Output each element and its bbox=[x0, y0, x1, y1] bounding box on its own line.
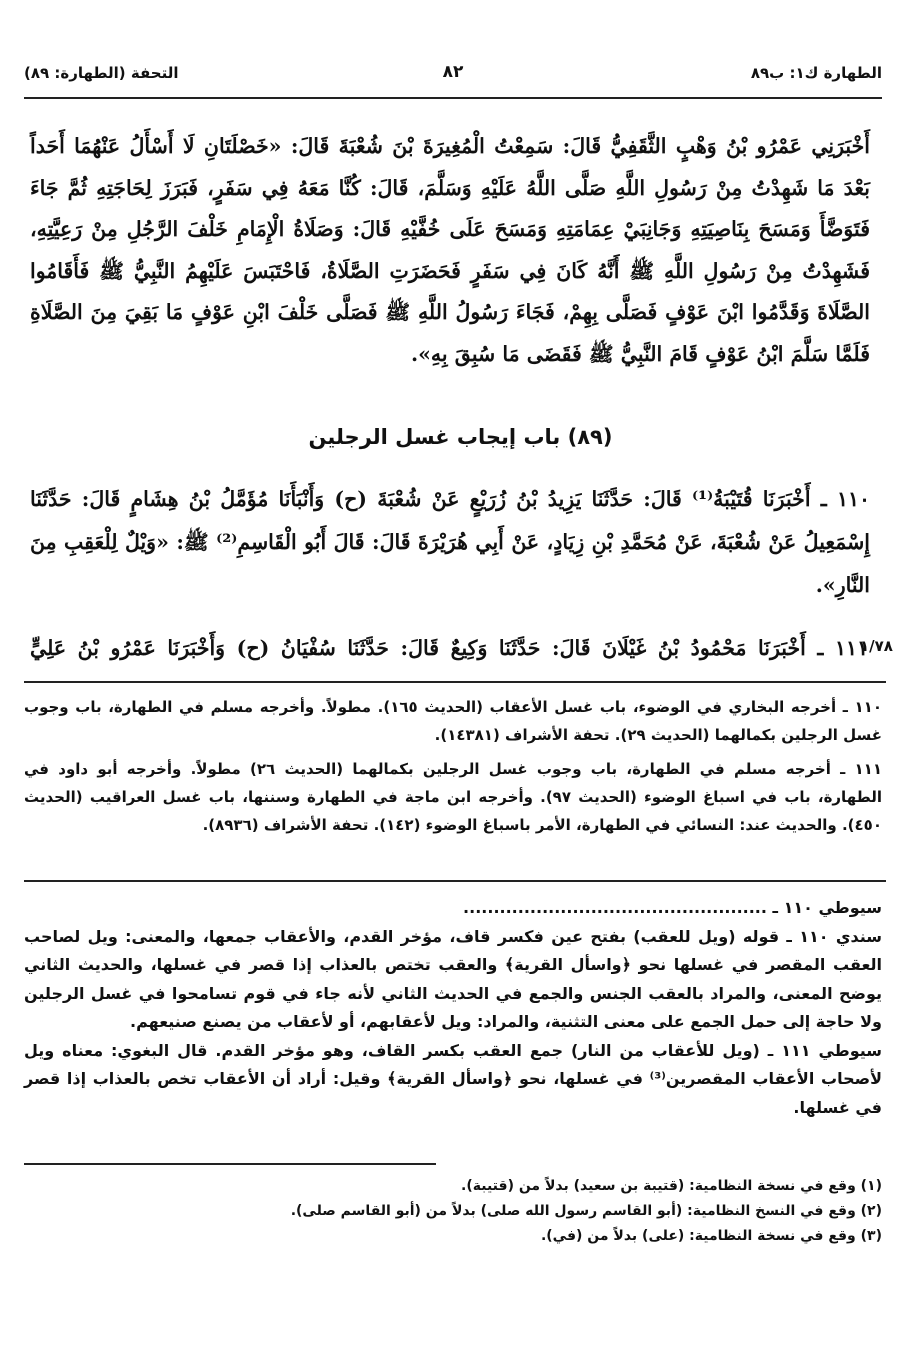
footnote-rule bbox=[24, 1163, 436, 1165]
separator-rule bbox=[24, 681, 886, 683]
hadith-111 bbox=[30, 633, 868, 663]
margin-reference: ١/٧٨ bbox=[860, 637, 893, 655]
page-number: ٨٢ bbox=[442, 62, 464, 82]
takhrij-110: ١١٠ ـ أخرجه البخاري في الوضوء، باب غسل الأعقاب (الحديث ١٦٥). مطولاً. وأخرجه مسلم في الطهارة، باب وجوب غسل الرجلين بكمالهما (الحديث ٢٩). تحفة الأشراف (١٤٣٨١). bbox=[24, 698, 882, 744]
footnote-1: (١) وقع في نسخة النظامية: (قتيبة بن سعيد) بدلاً من (قتيبة). bbox=[461, 1178, 882, 1194]
suyuti-110-label: سيوطي ١١٠ ـ bbox=[772, 898, 882, 917]
hadith-110-text: ١١٠ ـ أَخْبَرَنَا قُتَيْبَةُ⁽¹⁾ قَالَ: حَدَّثَنَا يَزِيدُ بْنُ زُرَيْعٍ عَنْ شُعْبَةَ (ح) وَأَنْبَأَنَا مُؤَمَّلُ بْنُ هِشَامٍ قَالَ: حَدَّثَنَا إِسْمَعِيلُ عَنْ شُعْبَةَ، عَنْ مُحَمَّدِ بْنِ زِيَادٍ، عَنْ أَبِي هُرَيْرَةَ قَالَ: قَالَ أَبُو الْقَاسِمِ⁽²⁾ ﷺ: «وَيْلٌ لِلْعَقِبِ مِنَ النَّارِ». bbox=[30, 487, 870, 597]
takhrij-111: ١١١ ـ أخرجه مسلم في الطهارة، باب وجوب غسل الرجلين بكمالهما (الحديث ٢٦) مطولاً. وأخرجه أبو داود في الطهارة، باب في اسباغ الوضوء (الحديث ٩٧). وأخرجه ابن ماجة في الطهارة وسننها، باب غسل العراقيب (الحديث ٤٥٠). والحديث عند: النسائي في الطهارة، الأمر باسباغ الوضوء (١٤٢). تحفة الأشراف (٨٩٣٦). bbox=[24, 760, 882, 834]
suyuti-110-line bbox=[24, 894, 882, 923]
takhrij-notes bbox=[24, 693, 882, 845]
header-book-ref: الطهارة ك١: ب٨٩ bbox=[750, 64, 882, 82]
dotted-leader: .................................................. bbox=[463, 898, 767, 917]
separator-rule bbox=[24, 880, 886, 882]
footnote-2: (٢) وقع في النسخ النظامية: (أبو القاسم رسول الله صلى) بدلاً من (أبو القاسم صلى). bbox=[290, 1203, 882, 1219]
hadith-continuation bbox=[30, 126, 870, 375]
page-header bbox=[24, 62, 882, 94]
suyuti-111: سيوطي ١١١ ـ (ويل للأعقاب من النار) جمع العقب بكسر القاف، وهو مؤخر القدم. قال البغوي: معناه ويل لأصحاب الأعقاب المقصرين⁽³⁾ في غسلها، نحو ﴿واسأل القرية﴾ وقيل: أراد أن الأعقاب تخص بالعذاب إذا قصر في غسلها. bbox=[24, 1040, 883, 1117]
sindi-110: سندي ١١٠ ـ قوله (ويل للعقب) بفتح عين فكسر قاف، مؤخر القدم، والأعقاب جمعها، والمعنى: ويل لصاحب العقب المقصر في غسلها نحو ﴿واسأل القرية﴾ والعقب تختص بالعذاب إذا قصر في غسلها، والحديث الثاني يوضح المعنى، والمراد بالعقب الجنس والجمع في الحديث الثاني لأنه جاء في قوم تسامحوا في غسل الرجلين ولا حاجة إلى حمل الجمع على معنى التثنية، والمراد: ويل لأعقابهم، أو لأعقاب من يصنع صنيعهم. bbox=[24, 926, 882, 1031]
footnotes bbox=[24, 1174, 882, 1249]
hadith-111-text: ١١١ ـ أَخْبَرَنَا مَحْمُودُ بْنُ غَيْلَانَ قَالَ: حَدَّثَنَا وَكِيعٌ قَالَ: حَدَّثَنَا سُفْيَانُ (ح) وَأَخْبَرَنَا عَمْرُو بْنُ عَلِيٍّ bbox=[30, 636, 868, 660]
commentary-section bbox=[24, 894, 882, 1122]
hadith-continuation-text: أَخْبَرَنِي عَمْرُو بْنُ وَهْبٍ الثَّقَفِيُّ قَالَ: سَمِعْتُ الْمُغِيرَةَ بْنَ شُعْبَةَ قَالَ: «خَصْلَتَانِ لَا أَسْأَلُ عَنْهُمَا أَحَداً بَعْدَ مَا شَهِدْتُ مِنْ رَسُولِ اللَّهِ صَلَّى اللَّهُ عَلَيْهِ وَسَلَّمَ، قَالَ: كُنَّا مَعَهُ فِي سَفَرٍ، فَبَرَزَ لِحَاجَتِهِ ثُمَّ جَاءَ فَتَوَضَّأَ وَمَسَحَ بِنَاصِيَتِهِ وَجَانِبَيْ عِمَامَتِهِ وَمَسَحَ عَلَى خُفَّيْهِ قَالَ: وَصَلَاةُ الْإِمَامِ خَلْفَ الرَّجُلِ مِنْ رَعِيَّتِهِ، فَشَهِدْتُ مِنْ رَسُولِ اللَّهِ ﷺ أَنَّهُ كَانَ فِي سَفَرٍ فَحَضَرَتِ الصَّلَاةُ، فَاحْتَبَسَ عَلَيْهِمُ النَّبِيُّ ﷺ فَأَقَامُوا الصَّلَاةَ وَقَدَّمُوا ابْنَ عَوْفٍ فَصَلَّى بِهِمْ، فَجَاءَ رَسُولُ اللَّهِ ﷺ فَصَلَّى خَلْفَ ابْنِ عَوْفٍ مَا بَقِيَ مِنَ الصَّلَاةِ فَلَمَّا سَلَّمَ ابْنُ عَوْفٍ قَامَ النَّبِيُّ ﷺ فَقَضَى مَا سُبِقَ بِهِ». bbox=[30, 134, 870, 366]
hadith-110 bbox=[30, 478, 870, 607]
chapter-title: (٨٩) باب إيجاب غسل الرجلين bbox=[308, 425, 613, 449]
footnote-3: (٣) وقع في نسخة النظامية: (على) بدلاً من (في). bbox=[540, 1228, 882, 1244]
header-rule bbox=[24, 97, 882, 99]
header-tuhfa-ref: التحفة (الطهارة: ٨٩) bbox=[24, 64, 179, 82]
